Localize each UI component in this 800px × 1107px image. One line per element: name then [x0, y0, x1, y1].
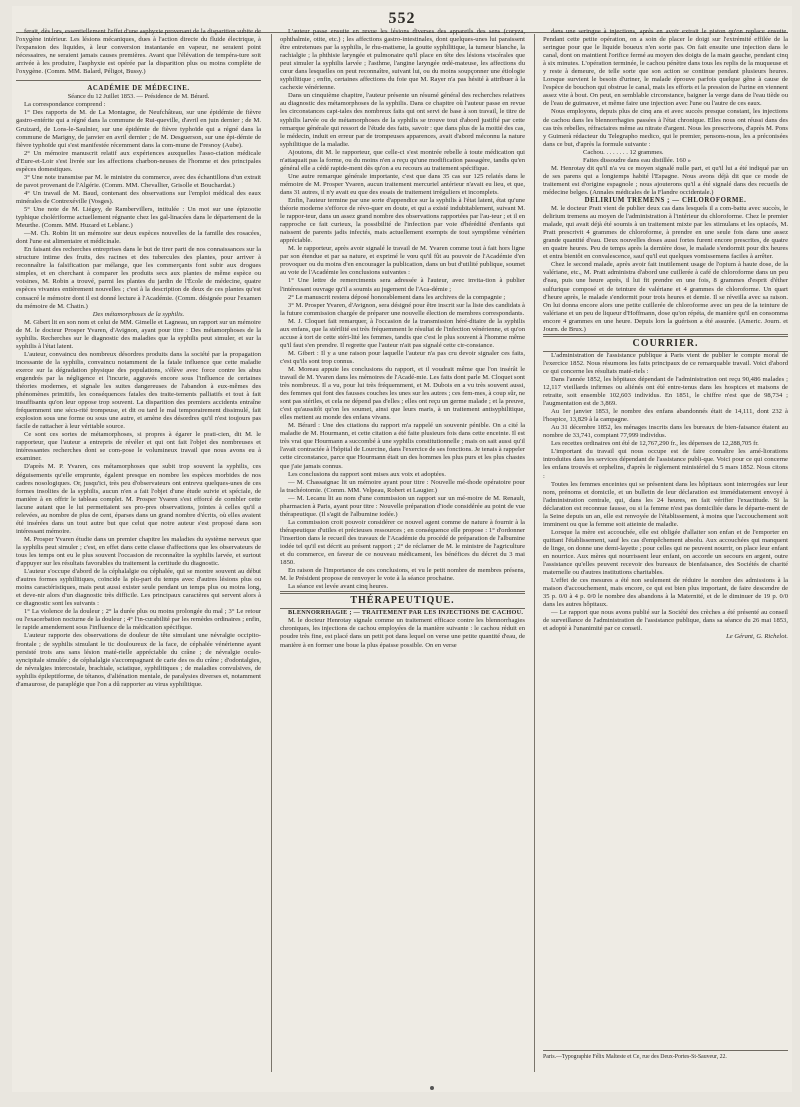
paragraph: 5° Une note de M. Liégey, de Rambervillers, intitulée : Un mot sur une épizootie typhique cholériforme actuellement régnante chez les gal-linacées dans le département de la Meurthe. (Comm. MM. Huzard et Leblanc.): [16, 205, 261, 230]
academy-heading: ACADÉMIE DE MÉDECINE.: [87, 85, 190, 93]
subsection-title: Des métamorphoses de la syphilis.: [92, 310, 185, 318]
paragraph: Au 1er janvier 1853, le nombre des enfans abandonnés était de 14,111, dont 232 à l'hospice, 13,829 à la campagne.: [543, 408, 788, 424]
paragraph: 1° Des rapports de M. de La Montagne, de Neufchâteau, sur une épidémie de fièvre gastro-entérite qui a régné dans la commune de Rui-queville, d'avril en juin dernier ; de M. Gruizard, de Lons-le-Saulnier, sur une épidémie de fièvre typhoïde qui a régné dans la commune de Marigny, de janvier en avril dernier ; de M. Desguerson, sur une épi-démie de fièvre typhoïde qui s'est manifestée récemment dans la com-mune de Fresnoy (Aube).: [16, 109, 261, 149]
paragraph: La correspondance comprend :: [24, 101, 106, 109]
paragraph: L'important du travail qui nous occupe est de faire connaître les amé-liorations introduites dans les services dépendant de l'assistance publi-que. Voici pour ce qui concerne les enfans trouvés et orphelins, d'après le règlement ministériel du 5 mars 1852. Nous citons :: [543, 448, 788, 480]
paragraph: D'après M. P. Yvaren, ces métamorphoses que subit trop souvent la syphilis, ces déguisements qu'elle emprunte, égalent presque en nombre les espèces morbides de nos cadres nosologiques. Or, jusqu'ici, très peu d'observateurs ont entrevu quelques-unes de ces formes insolites de la syphilis, aucun n'en a fait l'objet d'une étude suivie et spéciale, de manière à en offrir le tableau complet. M. Prosper Yvaren s'est efforcé de combler cette lacune autant que le lui permettaient ses pro-pres observations, jointes à celles qu'il a relevées, au nombre de plus de cent, éparses dans un grand nombre d'écrits, où elles avaient été insérées dans un tout autre but que celui que notre auteur s'est proposé dans son intéressant mémoire.: [16, 463, 261, 535]
paragraph: L'effet de ces mesures a été non seulement de réduire le nombre des admissions à la maison d'accouchement, mais encore, ce qui est bien plus important, de faire descendre de 35 p. 0/0 à 4 p. 0/0 le nombre des abandons à la Maternité, et de le diminuer de 19 p. 0/0 dans les autres hôpitaux.: [543, 577, 788, 609]
paragraph: M. le docteur Henrotay signale comme un traitement efficace contre les blennorrhagies chroniques, les injections de cachou employées de la manière suivante : le cachou réduit en poudre très fine, est placé dans un petit pot dans lequel on verse une petite quantité d'eau, de manière à en former une boue la plus épaisse possible. On en verse: [280, 617, 525, 649]
page-number: 552: [388, 10, 416, 27]
section-title-courrier: COURRIER.: [543, 334, 788, 352]
paragraph: — M. Chassaignac lit un mémoire ayant pour titre : Nouvelle mé-thode opératoire pour la trachéotomie. (Comm. MM. Velpeau, Robert et Laugier.): [280, 478, 525, 494]
paragraph: Chez le second malade, après avoir fait inutilement usage de l'opium à haute dose, de la valériane, etc., M. Pratt administra d'abord une cuillerée à café de chloroforme dans un peu d'eau, puis une heure après, il lui fit prendre en une fois, 8 grammes d'esprit d'éther sulfurique composé et de teinture de valériane et 4 grammes de chloroforme. Un quart d'heure après, le malade s'endormit pour trois heures et demie. Il se réveilla avec sa raison. On lui donna encore alors une petite cuillerée de chloroforme avec un peu de la teinture de valériane et un peu de liqueur d'Hoffmann, dose qu'on répéta, de manière qu'il en consomma encore 4 grammes en une heure. Depuis lors la guérison a été assurée. (Americ. Journ. et Journ. de Brux.): [543, 261, 788, 333]
formula-line: Cachou. . . . . . . . 12 grammes.: [583, 148, 664, 156]
paragraph: 2° Un mémoire manuscrit relatif aux expériences auxquelles l'asso-ciation médicale d'Eure-et-Loir s'est livrée sur les affections charbon-neuses de l'homme et des principales espèces domestiques.: [16, 149, 261, 173]
paragraph: M. Gibert lit en son nom et celui de MM. Gimelle et Lagneau, un rapport sur un mémoire de M. le docteur Prosper Yvaren, d'Avignon, ayant pour titre : Des métamorphoses de la syphilis. Recherches sur le diagnostic des maladies que la syphilis peut simuler, et sur la syphilis à l'état latent.: [16, 318, 261, 350]
newspaper-page: [12, 6, 792, 1092]
column-middle: [280, 28, 525, 1068]
paragraph: dans une seringue à injections, après en avoir extrait le piston qu'on replace ensuite. Pendant cette petite opération, on a soin de placer le doigt sur l'extrémité effilée de la seringue pour que le liquide boueux n'en sorte pas. On fait ensuite une injection dans le canal, dont on maintient l'orifice fermé au moyen des doigts de la main gauche, pendant cinq à six minutes. L'opération terminée, le cachou pénètre dans tous les replis de la muqueuse et y reste à demeure, de telle sorte que son action se continue pendant plusieurs heures. Lorsque survient le besoin d'uriner, le malade éprouve parfois quelque gêne à cause de l'espèce de bouchon qui obstrue le canal, mais les efforts et la pression de l'urine en viennent assez vite à bout. On peut, en semblable circonstance, baigner la verge dans de l'eau tiède ou de l'eau de guimauve, et même faire une injection avec l'une ou l'autre de ces eaux.: [543, 28, 788, 108]
paragraph: Dans un cinquième chapitre, l'auteur présente un résumé général des recherches relatives au diagnostic des métamorphoses de la syphilis. Dans ce chapitre où l'auteur passe en revue les circonstances capi-tales des nombreux faits qui ont servi de base à son travail, le titre de syphilis larvée ou de métamorphoses de la syphilis se trouve tout d'abord justifié par cette remarque générale qui ressort de l'étude des faits, savoir : que dans plus de la moitié des cas, le médecin, induit en erreur par de trompeuses apparences, avait d'abord méconnu la nature syphilitique de la maladie.: [280, 92, 525, 148]
paragraph: M. Moreau appuie les conclusions du rapport, et il voudrait même que l'on insérât le travail de M. Yvaren dans les mémoires de l'Acadé-mie. Les faits dont parle M. Cloquet sont très nombreux. Il a vu, pour lui très fréquemment, et M. Dubois en a vu très souvent aussi, des femmes qui font des fausses couches les unes sur les autres ; ces fem-mes, à coup sûr, ne sont pas stériles, et cela ne dépend pas d'elles ; elles ont reçu un germe malade ; et la preuve, c'est qu'aussitôt qu'on les soumet, ainsi que leurs maris, à un traitement antisyphilitique, elles mettent au monde des enfans vivans.: [280, 365, 525, 422]
paragraph: 2° Le manuscrit restera déposé honorablement dans les archives de la compagnie ;: [288, 293, 506, 301]
paragraph: 3° M. Prosper Yvaren, d'Avignon, sera désigné pour être inscrit sur la liste des candidats à la future commission chargée de préparer une nouvelle élection de membres correspondants.: [280, 301, 525, 317]
paragraph: L'auteur s'occupe d'abord de la céphalalgie ou céphalée, qui se montre souvent au début d'autres formes syphilitiques, coïncide la plu-part du temps avec d'autres lésions plus ou moins caractéristiques, mais peut aussi exister seule pendant un temps plus ou moins long, et deve-nir alors d'un diagnostic très difficile. Les principaux caractères qui servent alors à ce diagnostic sont les suivants :: [16, 568, 261, 608]
paragraph: ferait, dès lors, essentiellement l'effet d'une asphyxie provenant de la disparition subite de l'oxygène intérieur. Les lésions mécaniques, dues à l'action directe du fluide électrique, à l'expansion des liquides, à leur conversion instantanée en vapeur, ne seraient point nécessaires, ne seraient jamais causes premières. Avant que l'élévation de tempéra-ture soit arrivée à les produire, l'asphyxie est opérée par la disparition plus ou moins complète de l'oxygène. (Comm. MM. Balard, Péligot, Bussy.): [16, 28, 261, 76]
academy-session: Séance du 12 Juillet 1853. — Présidence de M. Bérard.: [67, 93, 210, 101]
paragraph: Les conclusions du rapport sont mises aux voix et adoptées.: [288, 470, 446, 478]
paragraph: —M. Ch. Robin lit un mémoire sur deux espèces nouvelles de la famille des rosacées, dont l'une est alimentaire et médicinale.: [16, 230, 261, 246]
paragraph: Les recettes ordinaires ont été de 12,767,290 fr., les dépenses de 12,288,705 fr.: [551, 440, 759, 448]
paragraph: Ajoutons, dit M. le rapporteur, que celle-ci s'est montrée rebelle à toute médication qui n'attaquait pas la forme, ou du moins n'en a reçu qu'une modification passagère, tandis qu'en général elle a cédé rapide-ment dès qu'on a eu recours au traitement spécifique.: [280, 148, 525, 172]
article-title: DELIRIUM TREMENS ; — CHLOROFORME.: [584, 196, 747, 204]
paragraph: La commission croit pouvoir considérer ce nouvel agent comme de nature à fournir à la thérapeutique d'utiles et précieuses ressources ; en conséquence elle propose : 1° d'ordonner l'insertion dans le recueil des travaux de l'Académie du procédé de préparation de l'albumine iodée tel qu'il est décrit au présent rapport ; 2° de réclamer de M. le ministre de l'agriculture et du commerce, en faveur de ce nouveau médicament, les bénéfices du décret du 3 mai 1850.: [280, 518, 525, 567]
paragraph: Dans l'année 1852, les hôpitaux dépendant de l'administration ont reçu 90,486 malades ; 12,117 vieillards infirmes ou aliénés ont été entre-tenus dans les hospices et maisons de retraite, soit ensemble 102,603 individus. En 1851, le chiffre n'est que de 98,734 ; l'augmentation est de 3,869.: [543, 375, 788, 408]
column-divider: [271, 34, 272, 1072]
section-title-therapeutique: THÉRAPEUTIQUE.: [280, 591, 525, 609]
paragraph: L'auteur passe ensuite en revue les lésions diverses des appareils des sens (coryza, ophthalmie, otite, etc.) ; les affections gastro-intestinales, dont quelques-unes lui paraissent être entretenues par la syphilis, le rhu-matisme, la goutte syphilitique, la tumeur blanche, la rachialgie ; la phthisie laryngée et pulmonaire qu'il place en tête des lésions viscérales que peut simuler la syphilis larvée ; l'asthme, l'angine laryngée œdé-mateuse, les affections du cœur dans lesquelles on peut reconnaître, suivant lui, ou du moins soupçonner une étiologie syphilitique ; enfin, certaines affections du foie que M. Rayer n'a pas hésité à attribuer à la cachexie vénérienne.: [280, 28, 525, 92]
paragraph: M. Gibert : Il y a une raison pour laquelle l'auteur n'a pas cru devoir signaler ces faits, c'est qu'ils sont trop connus.: [280, 349, 525, 365]
paragraph: Une autre remarque générale importante, c'est que dans 35 cas sur 125 relatés dans le mémoire de M. Prosper Yvaren, aucun traitement mercuriel antérieur n'avait eu lieu, et que, dans 31 autres, il n'y avait eu que des essais de traitement irréguliers et incomplets.: [280, 172, 525, 196]
paragraph: — M. Lecanu lit au nom d'une commission un rapport sur un mé-moire de M. Renault, pharmacien à Paris, ayant pour titre : Nouvelle préparation d'iode considérée au point de vue thérapeutique. (Il s'agit de l'albumine iodée.): [280, 494, 525, 518]
paragraph: Nous employons, depuis plus de cinq ans et avec succès presque constant, les injections de cachou dans les blennorrhagies passées à l'état chronique. Elles nous ont réussi dans des cas très rebelles, réfractaires même au nitrate d'argent. Nous les prescrivons, d'après M. Pons y Guimerà rédacteur du Telegrapho medico, qui le premier, pensons-nous, les a préconisées dans ce but, d'après la formule suivante :: [543, 108, 788, 148]
paragraph: En raison de l'importance de ces conclusions, et vu le petit nombre de membres présens, M. le Président propose de renvoyer le vote à la séance prochaine.: [280, 567, 525, 583]
column-left: [16, 28, 261, 1068]
paragraph: 4° Un travail de M. Baud, contenant des observations sur l'emploi médical des eaux minérales de Contrexéville (Vosges).: [16, 189, 261, 205]
paragraph: Au 31 décembre 1852, les ménages inscrits dans les bureaux de bien-faisance étaient au nombre de 33,741, comptant 77,999 individus.: [543, 424, 788, 440]
paragraph: Ce sont ces sortes de métamorphoses, si propres à égarer le prati-cien, dit M. le rapporteur, que l'auteur a entrepris de révéler et qui ont fait l'objet des nombreuses et intéressantes recherches dont se com-pose le volumineux travail que nous avons eu à examiner.: [16, 431, 261, 463]
column-right: [543, 28, 788, 1068]
paragraph: [280, 609, 525, 617]
article-title: BLENNORRHAGIE ; — TRAITEMENT PAR LES INJECTIONS DE CACHOU.: [288, 609, 524, 617]
paragraph: L'auteur rapporte des observations de douleur de tête simulant une névralgie occipito-frontale ; de syphilis simulant le tic douloureux de la face, de céphalée vénérienne ayant persisté trois ans sans lésion maté-rielle appréciable du crâne ; de névralgie oculo-syncipitale simulée ; de céphalalgie s'accompagnant de carie des os du crâne ; d'odontalgies, de névralgies intercostale, brachiale, sciatique, syphilitiques ; de maladies convulsives, de syphilis épileptiforme, de tétanos, d'aliénation mentale, de paralysies diverses et, notamment d'amaurose, de paraplégie que l'on a dû rapporter au virus syphilitique.: [16, 632, 261, 688]
paragraph: L'auteur, convaincu des nombreux désordres produits dans la société par la propagation incessante de la syphilis, convaincu notamment de la fatale influence que cette maladie exerce sur la dégradation physique des populations, s'élève avec force contre les abus engendrés par la négligence et l'incurie, aggravés encore sous l'influence de certaines théories modernes, et signale les suites dangereuses de l'abandon à eux-mêmes des phénomènes primitifs, les conséquences fatales des traite-tements palliatifs et tout à fait insuffisants qu'on leur oppose trop souvent. La disparition des premiers accidents entraîne fréquemment une sécu-rité trompeuse, et dit ou tard le mal temporairement dissimulé, fait explosion sous une forme ou sous une autre, et amène des désordres qu'il n'est toujours pas facile de rattacher à leur véritable source.: [16, 350, 261, 431]
paragraph: La séance est levée avant cinq heures.: [288, 583, 389, 591]
paragraph: M. Henrotay dit qu'il n'a vu ce moyen signalé nulle part, et qu'il lui a été indiqué par un de ses parens qui a longtemps habité l'Espagne. Nous avons déjà dit que ce mode de traitement est d'origine espagnole ; nous ajouterons qu'il a été signalé dans des recueils de médecine belges. (Annales médicales de la Flandre occidentale.): [543, 164, 788, 196]
paragraph: En faisant des recherches entreprises dans le but de tirer parti de nos connaissances sur la structure intime des fruits, des racines et des tubercules des plantes, pour arriver à reconnaître la falsification par mélange, que les commerçants font subir aux drogues simples, et en cherchant à comparer les produits secs aux plantes de même espèce ou voisines, M. Robin a trouvé, parmi les plantes du jardin de l'École de médecine, quatre espèces vivantes entièrement nouvelles ; c'est à la description de deux de ces plantes qu'est consacré le mémoire dont il est donné lecture à l'Académie. (Comm. désignée pour l'examen du mémoire de M. Chatin.): [16, 246, 261, 310]
paragraph: — Le rapport que nous avons publié sur la Société des crèches a été présenté au conseil de surveillance de l'administration de l'assistance publique, dans sa séance du 26 mai 1853, et adopté à l'unanimité par ce conseil.: [543, 609, 788, 633]
paragraph: M. Bérard : Une des citations du rapport m'a rappelé un souvenir pénible. On a cité la maladie de M. Hourmann, et cette citation a été faite plusieurs fois dans cette enceinte. Il est très vrai que Hourmann a succombé à une syphilis constitutionnelle ; mais on sait aussi qu'il l'avait contractée à l'hôpital de Lourcine, dans l'exercice de ses fonctions. Je tenais à rappeler cette circonstance, parce que Hourmann était un des hommes les plus purs et les plus chastes que j'aie jamais connus.: [280, 422, 525, 470]
paragraph: 1° La violence de la douleur ; 2° la durée plus ou moins prolongée du mal ; 3° Le retour ou l'exacerbation nocturne de la douleur ; 4° l'in-curabilité par les remèdes ordinaires ; enfin, le rapide amendement sous l'influence de la médication spécifique.: [16, 608, 261, 632]
paragraph: 3° Une note transmise par M. le ministre du commerce, avec des échantillons d'un extrait de pavot provenant de l'Algérie. (Comm. MM. Chevallier, Grisolle et Bouchardat.): [16, 173, 261, 189]
printer-imprint: Paris.—Typographie Félix Malteste et Ce, rue des Deux-Portes-St-Sauveur, 22.: [543, 1050, 788, 1060]
paragraph: M. Prosper Yvaren étudie dans un premier chapitre les maladies du système nerveux que la syphilis peut simuler ; c'est, en effet dans cette classe d'affections que les observateurs de tous les temps ont eu le plus souvent l'occasion de reconnaître la syphilis larvée, et surtout d'appuyer sur les résultats favorables du traitement la certitude du diagnostic.: [16, 535, 261, 568]
paragraph: L'administration de l'assistance publique à Paris vient de publier le compte moral de l'exercice 1852. Nous résumons les faits principaux de ce remarquable travail. Voici d'abord ce qui concerne les résultats maté-riels :: [543, 351, 788, 375]
formula-line: Faites dissoudre dans eau distillée. 160 »: [583, 156, 691, 164]
ink-spot: [430, 1086, 434, 1090]
column-divider: [534, 34, 535, 1072]
paragraph: 1° Une lettre de remerciments sera adressée à l'auteur, avec invita-tion à publier l'intéressant ouvrage qu'il a soumis au jugement de l'Aca-démie ;: [280, 277, 525, 293]
paragraph: M. le rapporteur, après avoir signalé le travail de M. Yvaren comme tout à fait hors ligne par son étendue et par sa nature, et exprimé le vœu qu'il fût au pouvoir de l'Académie d'en provoquer ou du moins d'en encourager la publication, dans un but d'utilité publique, soumet au vote de l'Académie les conclusions suivantes :: [280, 245, 525, 277]
paragraph: Toutes les femmes enceintes qui se présentent dans les hôpitaux sont interrogées sur leur nom, prénoms et domicile, et un bulletin de leur déclaration est immédiatement envoyé à l'administration centrale, qui, dans les 24 heures, en fait vérifier l'exactitude. Si la déclaration est reconnue fausse, ou si la femme n'est pas domiciliée dans le départe-ment de la Seine depuis un an, elle est renvoyée de l'établissement, à moins que l'accouchement soit imminent ou que la femme soit atteinte de maladie.: [543, 480, 788, 528]
section-rule: [16, 80, 261, 81]
paragraph: M. J. Cloquet fait remarquer, à l'occasion de la transmission héré-ditaire de la syphilis aux enfans, que la stérilité est très fréquemment le résultat de l'infection vénérienne, et qu'on accuse à tort de cette stéri-lité les femmes, tandis que c'est le plus souvent à l'homme même qu'il faut s'en prendre. Il regrette que l'auteur n'ait pas signalé cette cir-constance.: [280, 317, 525, 349]
paragraph: Lorsque la mère est accouchée, elle est obligée d'allaiter son enfan et de l'emporter en quittant l'établissement, sauf les cas d'empêchement absolu. Aux accouchées qui manquent de linge, on donne une demi-layette ; pour celles qui ne peuvent nourrir, on place leur enfant en nourrice. Aux mères qui nourrissent leur enfant, on accorde un secours en argent, outre l'assistance qu'elles peuvent recevoir des bureaux de bienfaisance, des Sociétés de charité maternelle ou d'autres institutions charitables.: [543, 528, 788, 577]
signature: Le Gérant, G. Richelot.: [726, 633, 788, 641]
paragraph: Enfin, l'auteur termine par une sorte d'appendice sur la syphilis à l'état latent, état qu'une théorie moderne s'efforce de révo-quer en doute, et qui a existé indubitablement, suivant M. le rappor-teur, dans un assez grand nombre des observations rapportées par l'au-teur ; et il en rapproche ce fait curieux, la possibilité de l'infection par voie d'hérédité d'enfants qui naissent de parents jadis infectés, mais actuellement exempts de tout symptôme vénérien appréciable.: [280, 196, 525, 245]
paragraph: M. le docteur Pratt vient de publier deux cas dans lesquels il a com-battu avec succès, le delirium tremens au moyen de l'administration à l'intérieur du chloroforme. Chez le premier malade, qui avait déjà été soumis à un traitement mixte par les stimulans et les opiacés, M. Pratt prescrivit 4 grammes de chloroforme, à prendre en une seule fois dans une assez grande quantité d'eau. Deux nouvelles doses aussi fortes furent encore prescrites, de quatre en quatre heures. Peu de temps après la dernière dose, le malade s'endormit pour dix heures et entra bientôt en convalescence, sauf qu'il eut quelques vomissemens faciles à arrêter.: [543, 205, 788, 261]
